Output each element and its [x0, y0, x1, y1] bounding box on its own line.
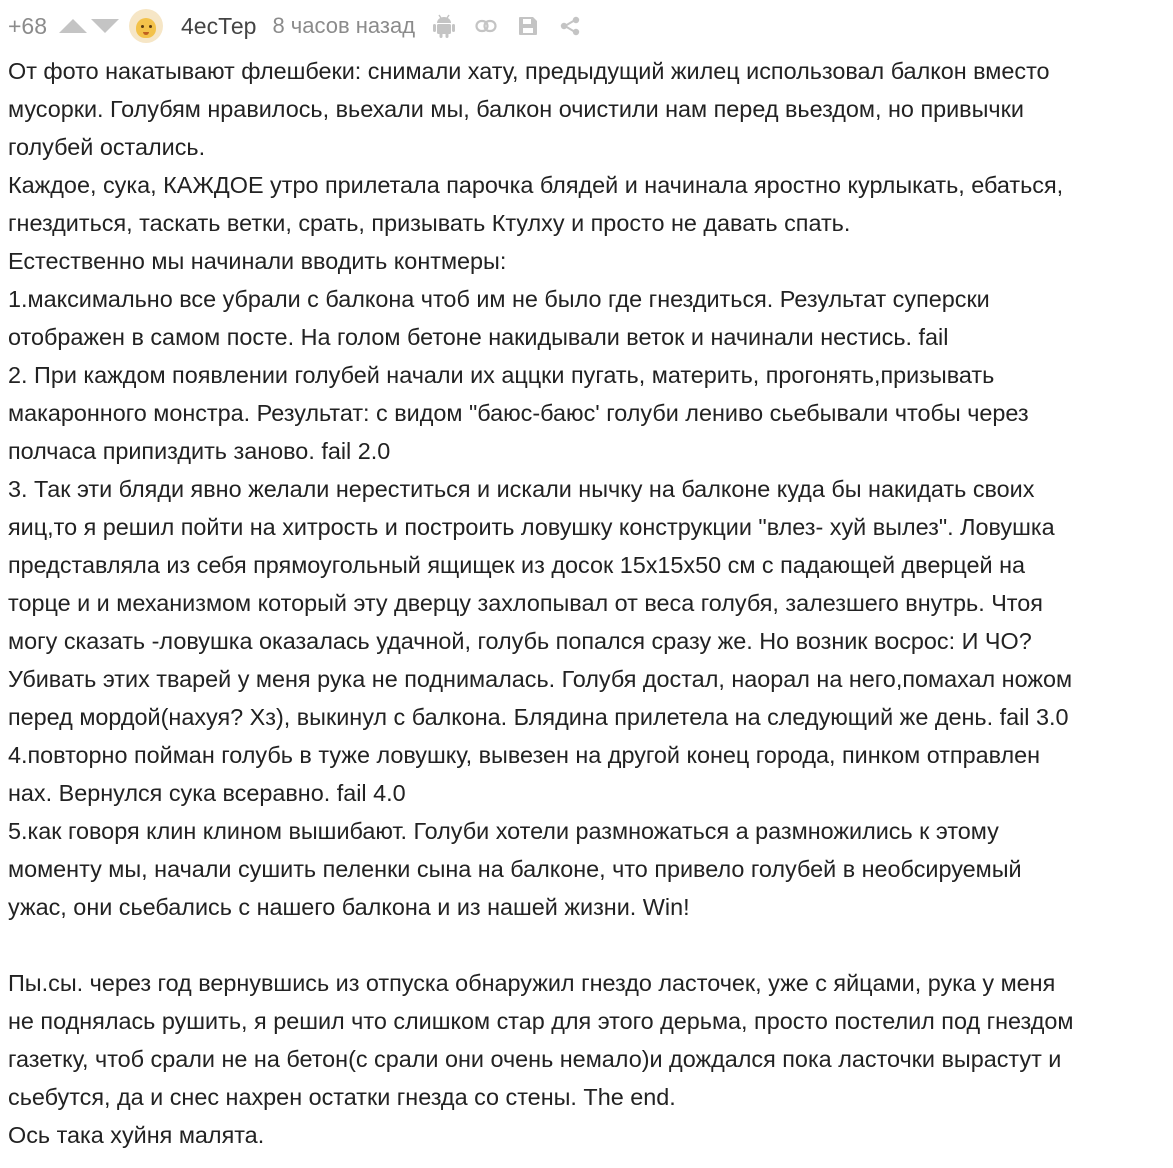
comment-text-line: Естественно мы начинали вводить контмеры:: [8, 248, 507, 274]
downvote-arrow-icon[interactable]: [91, 19, 119, 33]
comment-text-line: 2. При каждом появлении голубей начали их аццки пугать, материть, прогонять,призывать: [8, 362, 995, 388]
comment-text-line: Ось така хуйня малята.: [8, 1122, 265, 1148]
comment-text-line: моменту мы, начали сушить пеленки сына на балконе, что привело голубей в необсируемый: [8, 856, 1022, 882]
comment-text-line: нах. Вернулся сука всеравно. fail 4.0: [8, 780, 406, 806]
comment-text-line: 4.повторно пойман голубь в туже ловушку, вывезен на другой конец города, пинком отправлен: [8, 742, 1041, 768]
comment-text-line: Убивать этих тварей у меня рука не поднималась. Голубя достал, наорал на него,помахал ножом: [8, 666, 1073, 692]
android-icon: [429, 11, 459, 41]
comment-text-line: макаронного монстра. Результат: с видом "баюс-баюс' голуби лениво сьебывали чтобы через: [8, 400, 1029, 426]
comment-text-line: газетку, чтоб срали не на бетон(с срали они очень немало)и дождался пока ласточки вырастут и: [8, 1046, 1062, 1072]
comment-header: [8, 4, 597, 48]
comment-text-line: яиц,то я решил пойти на хитрость и построить ловушку конструкции "влез- хуй вылез". Ловушка: [8, 514, 1055, 540]
comment-text-line: Каждое, сука, КАЖДОЕ утро прилетала парочка блядей и начинала яростно курлыкать, ебаться,: [8, 172, 1064, 198]
comment-body: [8, 52, 1166, 1154]
upvote-arrow-icon[interactable]: [59, 19, 87, 33]
comment-text-line: перед мордой(нахуя? Хз), выкинул с балкона. Блядина прилетела на следующий же день. fail 3.0: [8, 704, 1069, 730]
save-icon[interactable]: [513, 11, 543, 41]
share-icon[interactable]: [555, 11, 585, 41]
comment-text-line: 3. Так эти бляди явно желали нереститься и искали нычку на балконе куда бы накидать своих: [8, 476, 1035, 502]
comment-text-line: сьебутся, да и снес нахрен остатки гнезда со стены. The end.: [8, 1084, 676, 1110]
comment-text-line: 1.максимально все убрали с балкона чтоб им не было где гнездиться. Результат суперски: [8, 286, 990, 312]
comment-text-line: представляла из себя прямоугольный ящищек из досок 15х15х50 см с падающей дверцей на: [8, 552, 1025, 578]
comment-text-line: мусорки. Голубям нравилось, вьехали мы, балкон очистили нам перед вьездом, но привычки: [8, 96, 1024, 122]
comment-rating: +68: [8, 12, 48, 39]
link-icon[interactable]: [471, 11, 501, 41]
comment-text-line: отображен в самом посте. На голом бетоне накидывали веток и начинали нестись. fail: [8, 324, 949, 350]
comment-text-line: полчаса припиздить заново. fail 2.0: [8, 438, 391, 464]
comment-text-line: торце и и механизмом который эту дверцу захлопывал от веса голубя, залезшего внутрь. Чтоя: [8, 590, 1043, 616]
timestamp[interactable]: 8 часов назад: [272, 13, 416, 38]
comment-text-line: От фото накатывают флешбеки: снимали хату, предыдущий жилец использовал балкон вместо: [8, 58, 1050, 84]
comment-text-line: могу сказать -ловушка оказалась удачной, голубь попался сразу же. Но возник восрос: И ЧО?: [8, 628, 1032, 654]
comment-text-line: не поднялась рушить, я решил что слишком стар для этого дерьма, просто постелил под гнездом: [8, 1008, 1074, 1034]
comment-text-line: голубей остались.: [8, 134, 206, 160]
comment-text-line: гнездиться, таскать ветки, срать, призывать Ктулху и просто не давать спать.: [8, 210, 851, 236]
comment-text-line: ужас, они сьебались с нашего балкона и из нашей жизни. Win!: [8, 894, 690, 920]
comment-text-line: 5.как говоря клин клином вышибают. Голуби хотели размножаться а размножились к этому: [8, 818, 999, 844]
avatar[interactable]: [129, 9, 163, 43]
comment-text-line: Пы.сы. через год вернувшись из отпуска обнаружил гнездо ласточек, уже с яйцами, рука у меня: [8, 970, 1056, 996]
username[interactable]: 4есТер: [181, 12, 257, 39]
blank-line: [8, 926, 1166, 964]
